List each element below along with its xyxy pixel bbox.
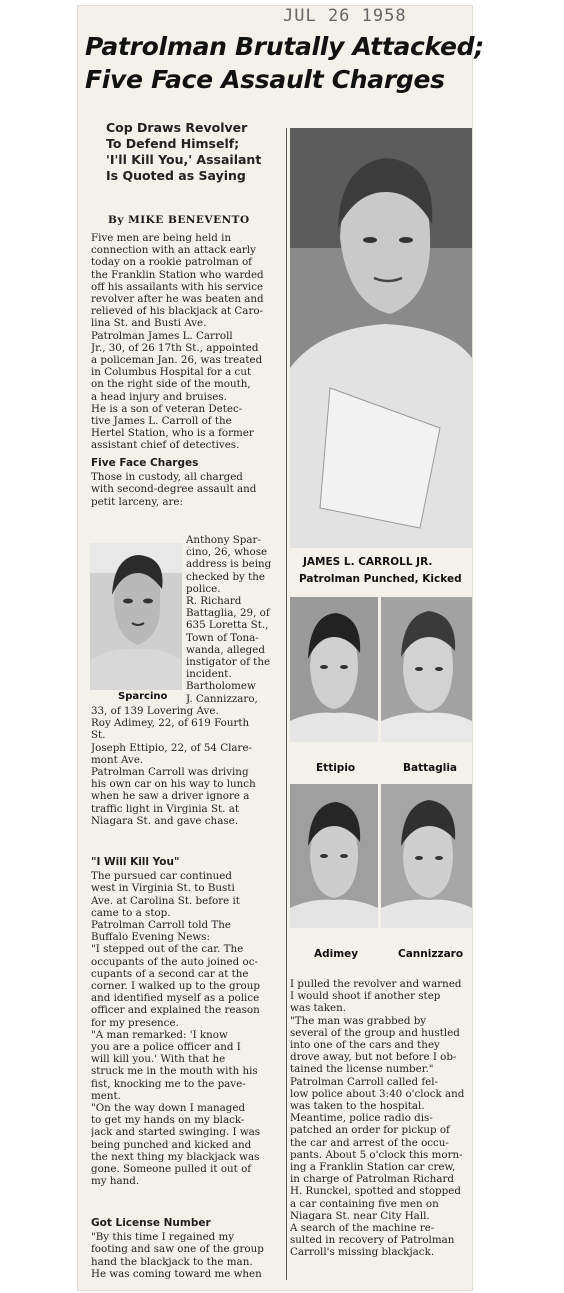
text-line: Patrolman Carroll called fel- [290, 1075, 439, 1088]
text-line: I pulled the revolver and warned [290, 978, 462, 990]
text-line: police. [186, 582, 221, 595]
text-line: will kill you.' With that he [91, 1053, 226, 1066]
text-line: west in Virginia St. to Busti [91, 882, 235, 895]
text-line: Joseph Ettipio, 22, of 54 Clare- [91, 741, 253, 754]
text-line: traffic light in Virginia St. at [91, 802, 239, 815]
text-line: connection with an attack early [91, 244, 256, 257]
text-line: R. Richard [186, 595, 242, 608]
text-line: relieved of his blackjack at Caro- [91, 305, 264, 318]
text-line: Ave. at Carolina St. before it [91, 894, 240, 907]
text-line: footing and saw one of the group [91, 1243, 264, 1256]
text-line: checked by the [186, 570, 266, 583]
text-line: for my presence. [91, 1016, 179, 1029]
text-line: hand the blackjack to the man. [91, 1255, 253, 1268]
text-line: a car containing five men on [290, 1197, 439, 1210]
text-line: H. Runckel, spotted and stopped [290, 1185, 461, 1198]
text-line: Bartholomew [186, 680, 256, 693]
text-line: in Columbus Hospital for a cut [91, 366, 252, 379]
text-line: petit larceny, are: [91, 495, 183, 508]
subhead-i-will-kill-you: "I Will Kill You" [91, 856, 180, 868]
text-line: Battaglia, 29, of [186, 607, 270, 620]
text-line: cupants of a second car at the [91, 967, 249, 980]
text-line: tained the license number." [290, 1063, 434, 1076]
text-line: revolver after he was beaten and [91, 293, 264, 306]
battaglia-caption: Battaglia [403, 762, 458, 774]
text-line: I would shoot if another step [290, 990, 441, 1003]
section-will-kill [91, 853, 283, 1187]
text-line: Five men are being held in [91, 232, 232, 244]
text-line: Carroll's missing blackjack. [290, 1246, 435, 1259]
text-line: He is a son of veteran Detec- [91, 402, 243, 415]
ettipio-photo [290, 597, 378, 742]
text-line: the car and arrest of the occu- [290, 1136, 449, 1149]
text-line: ing a Franklin Station car crew, [290, 1161, 456, 1174]
cannizzaro-caption: Cannizzaro [398, 948, 464, 960]
text-line: Patrolman Carroll was driving [91, 766, 249, 779]
text-line: 635 Loretta St., [186, 619, 269, 632]
text-line: cino, 26, whose [186, 546, 268, 559]
date-stamp: JUL 26 1958 [283, 6, 407, 26]
deck-line: 'I'll Kill You,' Assailant [106, 152, 262, 167]
text-line: Niagara St. and gave chase. [91, 814, 238, 827]
text-line: Meantime, police radio dis- [290, 1112, 433, 1125]
text-line: a head injury and bruises. [91, 390, 227, 403]
text-line: his own car on his way to lunch [91, 778, 256, 791]
text-line: "A man remarked: 'I know [91, 1028, 228, 1041]
text-line: fist, knocking me to the pave- [91, 1077, 246, 1090]
text-line: The pursued car continued [91, 870, 232, 883]
text-line: Anthony Spar- [186, 534, 261, 546]
ettipio-caption: Ettipio [316, 762, 356, 774]
text-line: low police about 3:40 o'clock and [290, 1087, 465, 1100]
deck-line: Is Quoted as Saying [106, 168, 246, 183]
column-rule [286, 128, 287, 1280]
text-line: ment. [91, 1089, 121, 1102]
text-line: was taken to the hospital. [290, 1100, 425, 1113]
text-line: in charge of Patrolman Richard [290, 1173, 454, 1186]
text-line: sulted in recovery of Patrolman [290, 1234, 455, 1247]
text-line: came to a stop. [91, 906, 171, 919]
text-line: 33, of 139 Lovering Ave. [91, 705, 219, 717]
text-line: lina St. and Busti Ave. [91, 317, 207, 330]
text-line: Patrolman James L. Carroll [91, 329, 233, 342]
text-line: on the right side of the mouth, [91, 378, 251, 391]
custody-text [91, 471, 283, 508]
text-line: incident. [186, 668, 232, 681]
subhead-got-license-number: Got License Number [91, 1217, 211, 1229]
text-line: the next thing my blackjack was [91, 1150, 260, 1163]
text-line: was taken. [290, 1002, 347, 1015]
text-line: gone. Someone pulled it out of [91, 1163, 252, 1176]
text-line: you are a police officer and I [91, 1041, 241, 1054]
subhead-five-face-charges: Five Face Charges [91, 457, 199, 469]
headline [85, 30, 484, 96]
text-line: with second-degree assault and [91, 483, 257, 496]
text-line: Jr., 30, of 26 17th St., appointed [91, 341, 259, 354]
text-line: Those in custody, all charged [91, 471, 243, 484]
carroll-photo [290, 128, 472, 548]
text-line: drove away, but not before I ob- [290, 1051, 457, 1064]
cannizzaro-photo [381, 784, 472, 928]
text-line: "I stepped out of the car. The [91, 943, 244, 956]
adimey-photo [290, 784, 378, 928]
text-line: Patrolman Carroll told The [91, 919, 231, 932]
section-license [91, 1214, 283, 1280]
deck-line: To Defend Himself; [106, 136, 240, 151]
text-line: and identified myself as a police [91, 992, 260, 1005]
text-line: off his assailants with his service [91, 280, 264, 293]
text-line: A search of the machine re- [290, 1222, 435, 1235]
license-text [91, 1231, 283, 1280]
text-line: being punched and kicked and [91, 1138, 252, 1151]
text-line: "On the way down I managed [91, 1102, 246, 1115]
text-line: struck me in the mouth with his [91, 1065, 258, 1078]
text-line: J. Cannizzaro, [186, 692, 258, 705]
text-line: instigator of the [186, 656, 271, 669]
text-line: "By this time I regained my [91, 1231, 235, 1244]
carroll-caption-name: JAMES L. CARROLL JR. [303, 556, 433, 568]
text-line: officer and explained the reason [91, 1004, 260, 1017]
text-line: "The man was grabbed by [290, 1014, 427, 1027]
text-line: Hertel Station, who is a former [91, 427, 254, 440]
text-line: into one of the cars and they [290, 1039, 440, 1052]
sparcino-photo [90, 543, 182, 690]
adimey-caption: Adimey [314, 948, 359, 960]
byline: By MIKE BENEVENTO [108, 214, 250, 226]
text-line: Roy Adimey, 22, of 619 Fourth [91, 717, 250, 730]
text-line: mont Ave. [91, 753, 144, 766]
headline-line-2: Five Face Assault Charges [85, 65, 445, 94]
text-line: occupants of the auto joined oc- [91, 955, 258, 968]
deck-line: Cop Draws Revolver [106, 120, 248, 135]
text-line: Buffalo Evening News: [91, 931, 210, 944]
suspect-list-beside-photo [186, 534, 284, 705]
text-line: to get my hands on my black- [91, 1114, 245, 1127]
article-column-2 [290, 978, 474, 1259]
text-line: He was coming toward me when [91, 1267, 262, 1280]
text-line: address is being [186, 558, 272, 571]
text-line: patched an order for pickup of [290, 1124, 450, 1137]
text-line: jack and started swinging. I was [91, 1126, 261, 1139]
text-line: corner. I walked up to the group [91, 980, 260, 993]
text-line: when he saw a driver ignore a [91, 790, 250, 803]
section-five-face [91, 454, 283, 508]
pursuit-text [91, 870, 283, 1187]
text-line: Niagara St. near City Hall. [290, 1209, 430, 1222]
text-line: St. [91, 729, 106, 742]
text-line: pants. About 5 o'clock this morn- [290, 1148, 463, 1161]
sparcino-caption: Sparcino [118, 691, 168, 702]
text-line: a policeman Jan. 26, was treated [91, 354, 263, 367]
text-line: several of the group and hustled [290, 1026, 460, 1039]
article-column-1-top [91, 232, 283, 452]
carroll-caption-subtitle: Patrolman Punched, Kicked [299, 573, 462, 585]
battaglia-photo [381, 597, 472, 742]
deck-subheadline [106, 120, 286, 184]
text-line: today on a rookie patrolman of [91, 256, 252, 269]
headline-line-1: Patrolman Brutally Attacked; [85, 32, 484, 61]
text-line: my hand. [91, 1175, 140, 1188]
text-line: assistant chief of detectives. [91, 439, 240, 452]
text-line: tive James L. Carroll of the [91, 415, 232, 428]
text-line: the Franklin Station who warded [91, 268, 264, 281]
article-column-1-middle [91, 705, 283, 827]
text-line: wanda, alleged [186, 643, 265, 656]
text-line: Town of Tona- [186, 631, 259, 644]
